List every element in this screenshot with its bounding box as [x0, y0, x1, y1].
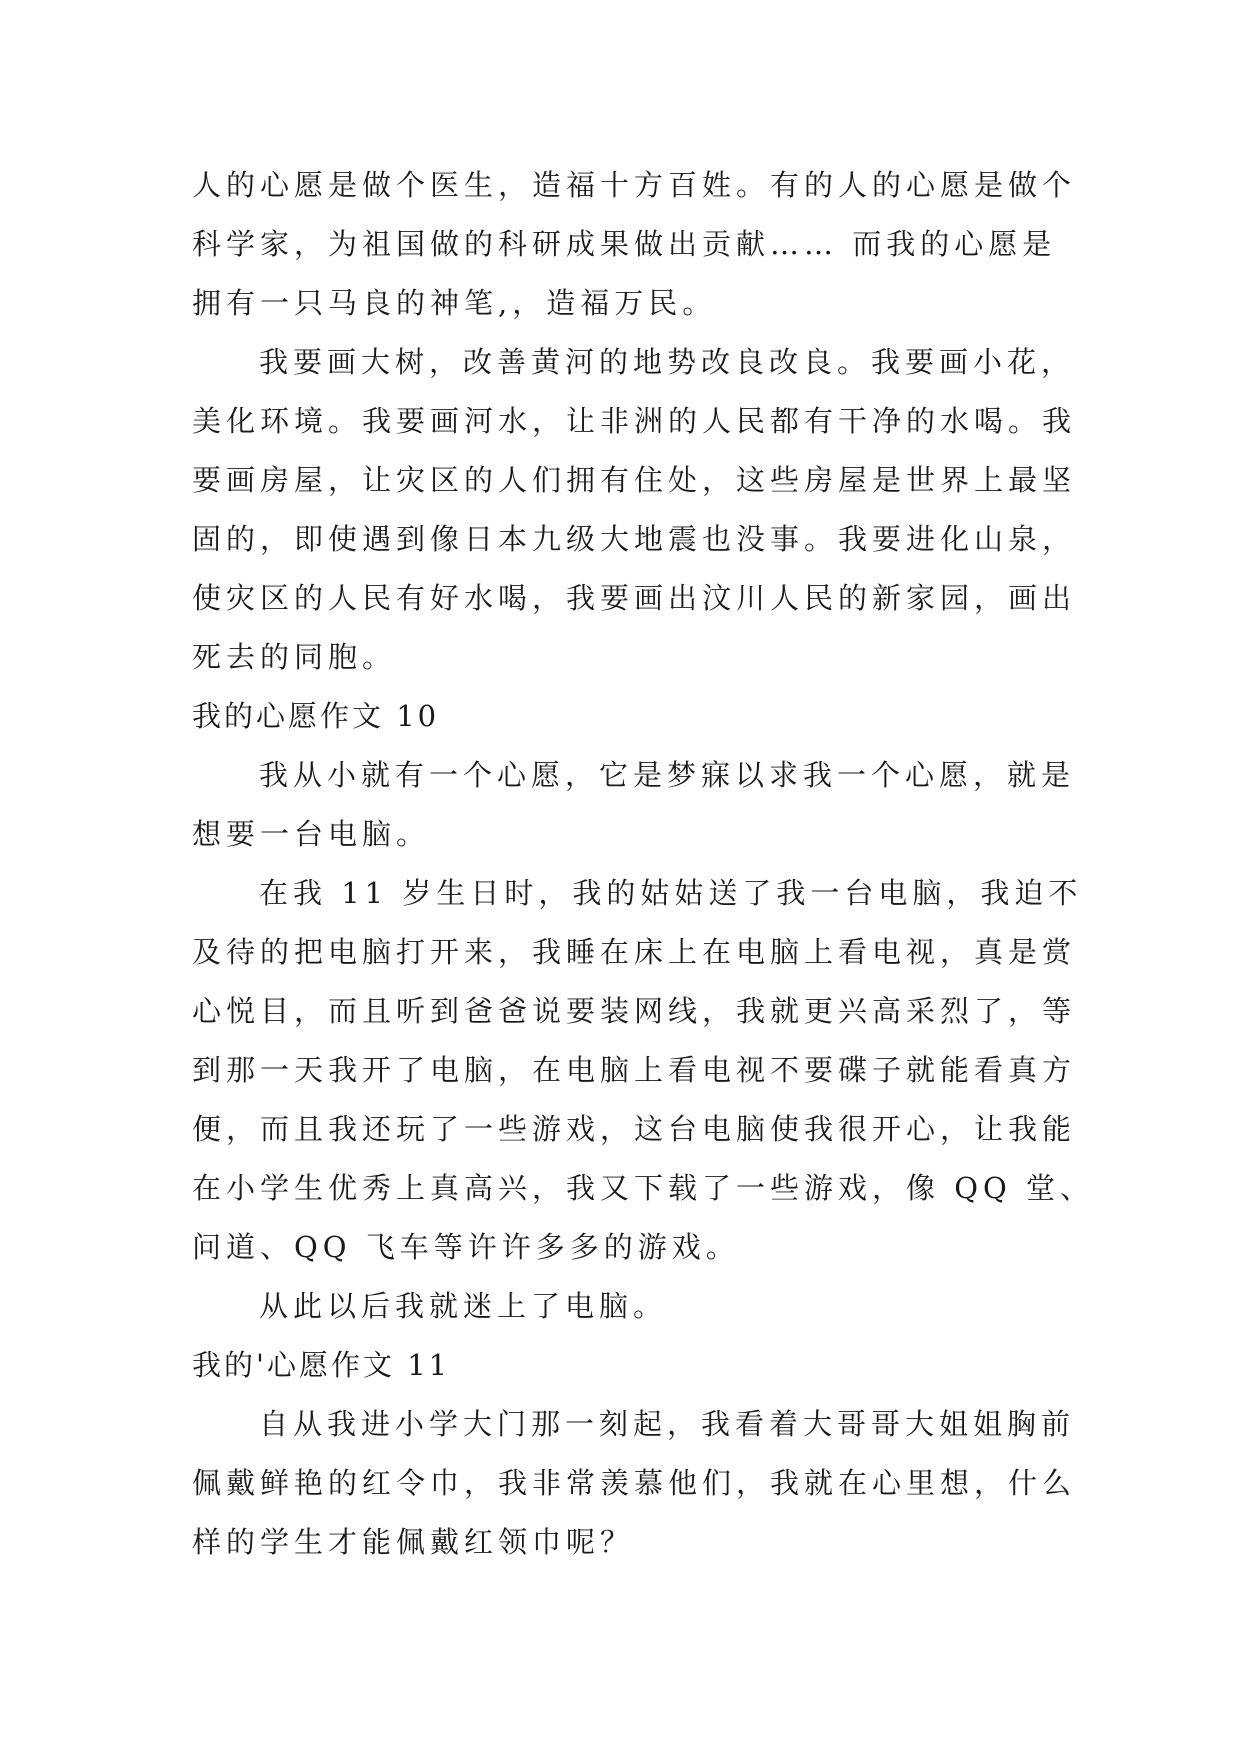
text-line: 心悦目，而且听到爸爸说要装网线，我就更兴高采烈了，等 — [192, 994, 1077, 1028]
text-line: 便，而且我还玩了一些游戏，这台电脑使我很开心，让我能 — [192, 1112, 1077, 1146]
paragraph-start-line: 自从我进小学大门那一刻起，我看着大哥哥大姐姐胸前 — [259, 1407, 1076, 1441]
document-body — [192, 156, 1094, 1572]
text-line: 样的学生才能佩戴红领巾呢？ — [192, 1525, 635, 1559]
text-line: 拥有一只马良的神笔,，造福万民。 — [192, 286, 717, 320]
text-line: 美化环境。我要画河水，让非洲的人民都有干净的水喝。我 — [192, 404, 1077, 438]
paragraph-start-line: 我要画大树，改善黄河的地势改良改良。我要画小花， — [259, 345, 1076, 379]
paragraph-start-line: 我从小就有一个心愿，它是梦寐以求我一个心愿，就是 — [259, 758, 1076, 792]
text-line: 人的心愿是做个医生，造福十方百姓。有的人的心愿是做个 — [192, 168, 1077, 202]
text-line: 想要一台电脑。 — [192, 817, 431, 851]
paragraph-start-line: 从此以后我就迷上了电脑。 — [259, 1289, 668, 1323]
text-line: 固的，即使遇到像日本九级大地震也没事。我要进化山泉， — [192, 522, 1077, 556]
paragraph-start-line: 在我 11 岁生日时，我的姑姑送了我一台电脑，我迫不 — [259, 876, 1083, 910]
text-line: 科学家，为祖国做的科研成果做出贡献…… 而我的心愿是 — [192, 227, 1057, 261]
section-heading: 我的'心愿作文 11 — [192, 1348, 451, 1382]
text-line: 到那一天我开了电脑，在电脑上看电视不要碟子就能看真方 — [192, 1053, 1077, 1087]
text-line: 问道、QQ 飞车等许许多多的游戏。 — [192, 1230, 740, 1264]
text-line: 要画房屋，让灾区的人们拥有住处，这些房屋是世界上最坚 — [192, 463, 1077, 497]
section-heading: 我的心愿作文 10 — [192, 699, 440, 733]
text-line: 在小学生优秀上真高兴，我又下载了一些游戏，像 QQ 堂、 — [192, 1171, 1094, 1205]
text-line: 死去的同胞。 — [192, 640, 397, 674]
text-line: 佩戴鲜艳的红令巾，我非常羡慕他们，我就在心里想，什么 — [192, 1466, 1077, 1500]
text-line: 及待的把电脑打开来，我睡在床上在电脑上看电视，真是赏 — [192, 935, 1077, 969]
text-line: 使灾区的人民有好水喝，我要画出汶川人民的新家园，画出 — [192, 581, 1077, 615]
